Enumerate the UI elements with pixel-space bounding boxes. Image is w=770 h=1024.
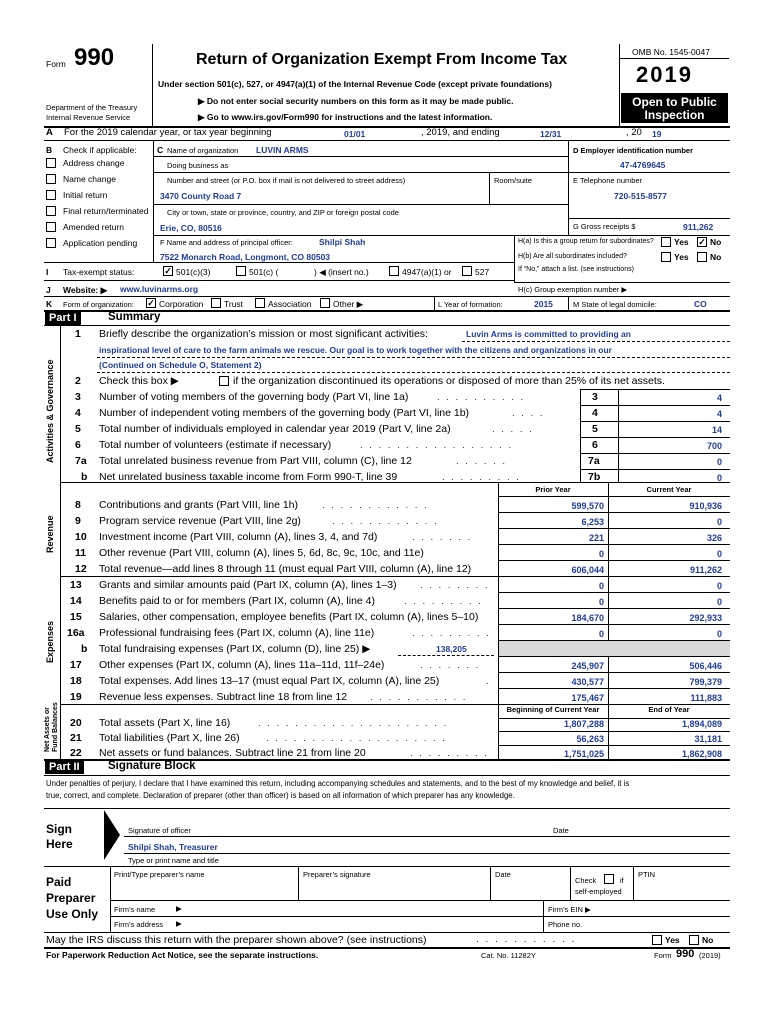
gov-line-number: b — [81, 471, 88, 483]
net-end-value[interactable]: 31,181 — [694, 734, 722, 744]
gov-line-box: 6 — [592, 439, 598, 451]
firm-address-label: Firm’s address — [114, 920, 164, 929]
discuss-question: May the IRS discuss this return with the preparer shown above? (see instructions) — [46, 934, 427, 946]
gross-receipts-label: G Gross receipts $ — [573, 222, 636, 231]
dot-leader: . . . . . . . . . — [410, 748, 489, 759]
type-name-label: Type or print name and title — [128, 856, 219, 865]
rev-prior-value[interactable]: 0 — [598, 549, 604, 559]
dot-leader: . . . . . . . . . — [412, 628, 491, 639]
firm-name-label: Firm’s name — [114, 905, 156, 914]
dot-leader: . . . . . . . . . . . . . . . . . . . . . — [258, 718, 449, 729]
trust-label: Trust — [224, 299, 244, 309]
rev-line-text: Other revenue (Part VIII, column (A), lines 5, 6d, 8c, 9c, 10c, and 11e) — [99, 547, 424, 559]
initial-return-label: Initial return — [63, 190, 108, 200]
preparer-label: Preparer — [46, 891, 96, 905]
line-j-letter: J — [46, 285, 51, 295]
net-line-text: Total assets (Part X, line 16) — [99, 717, 231, 729]
line16b-shaded-cell — [499, 641, 730, 656]
rev-prior-value[interactable]: 606,044 — [571, 565, 604, 575]
name-change-label: Name change — [63, 174, 116, 184]
line16b-text: Total fundraising expenses (Part IX, column (D), line 25) ▶ — [99, 643, 371, 655]
gov-line-box: 7a — [588, 455, 600, 467]
address-change-label: Address change — [63, 158, 125, 168]
part1-title: Summary — [108, 311, 161, 323]
omb-number: OMB No. 1545-0047 — [632, 47, 710, 57]
footer-form-label: Form — [654, 951, 672, 960]
section-b-letter: B — [46, 145, 53, 155]
net-line-text: Total liabilities (Part X, line 26) — [99, 732, 240, 744]
gov-line-text: Net unrelated business taxable income from Form 990-T, line 39 — [99, 471, 398, 483]
exp-line-number: 13 — [70, 579, 82, 591]
net-begin-value[interactable]: 56,263 — [576, 734, 604, 744]
amended-return-checkbox[interactable] — [46, 222, 56, 232]
ha-yes-label: Yes — [674, 237, 689, 247]
side-revenue: Revenue — [45, 515, 55, 553]
ptin-label: PTIN — [638, 870, 656, 879]
gov-line-text: Total unrelated business revenue from Part VIII, column (C), line 12 — [99, 455, 412, 467]
exp-current-value[interactable]: 506,446 — [689, 661, 722, 671]
form-label: Form — [46, 59, 66, 69]
mission-line3[interactable]: (Continued on Schedule O, Statement 2) — [99, 360, 262, 370]
dept-treasury: Department of the Treasury — [46, 103, 138, 112]
website-label: Website: ▶ — [63, 285, 108, 295]
gov-line-box: 3 — [592, 391, 598, 403]
legal-domicile-label: M State of legal domicile: — [573, 300, 657, 309]
perjury-line1: Under penalties of perjury, I declare that I have examined this return, including accompanying schedules and statements, and to the best of my knowledge and belief, it is — [46, 779, 630, 788]
form-title: Return of Organization Exempt From Income Tax — [196, 51, 568, 68]
exp-line-text: Other expenses (Part IX, column (A), lines 11a–11d, 11f–24e) — [99, 659, 385, 671]
exp-line-number: 17 — [70, 659, 82, 671]
name-change-checkbox[interactable] — [46, 174, 56, 184]
irs-website-instruction: ▶ Go to www.irs.gov/Form990 for instructions and the latest information. — [198, 112, 493, 122]
current-year-header: Current Year — [646, 485, 692, 494]
side-net-assets-line1: Net Assets or — [44, 707, 51, 752]
exp-prior-value[interactable]: 430,577 — [571, 677, 604, 687]
legal-domicile-value[interactable]: CO — [694, 299, 707, 309]
city-label: City or town, state or province, country, and ZIP or foreign postal code — [167, 208, 399, 217]
dot-leader: . . . . . . . . . — [404, 596, 483, 607]
line2-text-b: if the organization discontinued its operations or disposed of more than 25% of its net assets. — [233, 375, 665, 387]
line1-number: 1 — [75, 328, 81, 340]
exp-line-text: Grants and similar amounts paid (Part IX, column (A), lines 1–3) — [99, 579, 397, 591]
line-a-text: For the 2019 calendar year, or tax year beginning — [64, 127, 272, 138]
hb-yes-label: Yes — [674, 252, 689, 262]
rev-line-number: 8 — [75, 499, 81, 511]
signer-name[interactable]: Shilpi Shah, Treasurer — [128, 842, 218, 852]
org-name-label: Name of organization — [167, 146, 239, 155]
net-end-value[interactable]: 1,894,089 — [681, 719, 722, 729]
gov-line-value[interactable]: 0 — [716, 457, 722, 467]
501c3-checkbox[interactable]: ✓ — [164, 266, 172, 276]
tax-year-begin[interactable]: 01/01 — [344, 129, 366, 139]
phone-label: E Telephone number — [573, 176, 643, 185]
other-org-checkbox[interactable] — [320, 298, 330, 308]
open-to-public: Open to Public — [632, 95, 717, 109]
exp-current-value[interactable]: 0 — [716, 597, 722, 607]
officer-label: F Name and address of principal officer: — [160, 238, 293, 247]
gov-line-value[interactable]: 700 — [706, 441, 722, 451]
dot-leader: . — [486, 676, 491, 687]
exp-prior-value[interactable]: 0 — [598, 629, 604, 639]
officer-name[interactable]: Shilpi Shah — [319, 237, 366, 247]
gov-line-value[interactable]: 14 — [711, 425, 722, 435]
dot-leader: . . . . . . . . . — [442, 472, 521, 483]
self-employed-label: self-employed — [575, 887, 622, 896]
preparer-date-label: Date — [495, 870, 511, 879]
self-employed-checkbox[interactable] — [604, 874, 614, 884]
final-return-label: Final return/terminated — [63, 206, 149, 216]
ssn-warning: ▶ Do not enter social security numbers on this form as it may be made public. — [198, 96, 514, 106]
gov-line-box: 5 — [592, 423, 598, 435]
address-change-checkbox[interactable] — [46, 158, 56, 168]
line-i-letter: I — [46, 267, 49, 277]
preparer-name-label: Print/Type preparer’s name — [114, 870, 205, 879]
net-begin-value[interactable]: 1,751,025 — [563, 749, 604, 759]
if-label: if — [620, 876, 624, 885]
rev-prior-value[interactable]: 599,570 — [571, 501, 604, 511]
h-a-question: H(a) Is this a group return for subordinates? — [518, 238, 654, 245]
ha-yes-checkbox[interactable] — [661, 237, 671, 247]
footer-form-year: (2019) — [699, 951, 721, 960]
discuss-no-label: No — [702, 935, 714, 945]
firm-address-arrow-icon: ▶ — [176, 919, 182, 928]
application-pending-label: Application pending — [63, 238, 138, 248]
rev-line-number: 10 — [75, 531, 87, 543]
rev-line-number: 9 — [75, 515, 81, 527]
net-line-number: 20 — [70, 717, 82, 729]
firm-ein-label: Firm’s EIN ▶ — [548, 905, 591, 914]
exp-prior-value[interactable]: 0 — [598, 581, 604, 591]
line16b-value[interactable]: 138,205 — [436, 644, 467, 654]
tax-year-yr[interactable]: 19 — [652, 129, 662, 139]
prior-year-header: Prior Year — [535, 485, 571, 494]
gov-line-number: 3 — [75, 391, 81, 403]
gov-line-number: 7a — [75, 455, 87, 467]
501c-insert-label: ) ◀ (insert no.) — [314, 267, 369, 277]
discontinued-checkbox[interactable] — [219, 376, 229, 386]
phone-value[interactable]: 720-515-8577 — [614, 191, 667, 201]
line2-text-a: Check this box ▶ — [99, 375, 179, 387]
side-expenses: Expenses — [45, 620, 55, 663]
exp-line-text: Total expenses. Add lines 13–17 (must equal Part IX, column (A), line 25) — [99, 675, 440, 687]
year-formation-value[interactable]: 2015 — [534, 299, 553, 309]
rev-line-text: Program service revenue (Part VIII, line 2g) — [99, 515, 301, 527]
other-org-label: Other ▶ — [333, 299, 364, 309]
section-b-title: Check if applicable: — [63, 145, 137, 155]
gov-line-number: 6 — [75, 439, 81, 451]
signature-date-label: Date — [553, 826, 569, 835]
rev-line-text: Total revenue—add lines 8 through 11 (must equal Part VIII, column (A), line 12) — [99, 563, 472, 575]
hb-no-label: No — [710, 252, 722, 262]
dot-leader: . . . . . — [492, 424, 534, 435]
dot-leader: . . . . . . . — [420, 660, 481, 671]
501c3-label: 501(c)(3) — [176, 267, 211, 277]
exp-line-text: Revenue less expenses. Subtract line 18 from line 12 — [99, 691, 348, 703]
line16b-number: b — [81, 643, 88, 655]
side-net-assets — [44, 702, 60, 752]
net-end-value[interactable]: 1,862,908 — [681, 749, 722, 759]
gov-line-text: Total number of individuals employed in calendar year 2019 (Part V, line 2a) — [99, 423, 451, 435]
501c-label: 501(c) ( — [249, 267, 279, 277]
line1-text: Briefly describe the organization’s mission or most significant activities: — [99, 328, 428, 340]
net-line-number: 22 — [70, 747, 82, 759]
form-number: 990 — [74, 44, 115, 71]
exp-line-text: Professional fundraising fees (Part IX, column (A), line 11e) — [99, 627, 375, 639]
h-b-note: If “No,” attach a list. (see instructions) — [518, 266, 634, 273]
section-c-letter: C — [157, 145, 164, 155]
4947-label: 4947(a)(1) or — [402, 267, 452, 277]
exp-line-text: Benefits paid to or for members (Part IX, column (A), line 4) — [99, 595, 376, 607]
ha-no-label: No — [710, 237, 722, 247]
exp-current-value[interactable]: 0 — [716, 629, 722, 639]
org-name[interactable]: LUVIN ARMS — [256, 145, 309, 155]
form-subtitle: Under section 501(c), 527, or 4947(a)(1) of the Internal Revenue Code (except private foundations) — [158, 79, 552, 89]
association-checkbox[interactable] — [255, 298, 265, 308]
association-label: Association — [268, 299, 312, 309]
exp-line-text: Salaries, other compensation, employee benefits (Part IX, column (A), lines 5–10) — [99, 611, 479, 623]
gov-line-value[interactable]: 4 — [716, 393, 722, 403]
gov-line-number: 4 — [75, 407, 81, 419]
exp-prior-value[interactable]: 0 — [598, 597, 604, 607]
4947-checkbox[interactable] — [389, 266, 399, 276]
ein-value[interactable]: 47-4769645 — [620, 160, 666, 170]
rev-current-value[interactable]: 911,262 — [689, 565, 722, 575]
dot-leader: . . . . . . . . . . . . — [322, 500, 429, 511]
ha-no-checkbox[interactable]: ✓ — [698, 237, 706, 247]
net-line-text: Net assets or fund balances. Subtract line 21 from line 20 — [99, 747, 366, 759]
discuss-dots: . . . . . . . . . . . — [476, 934, 577, 945]
begin-year-header: Beginning of Current Year — [506, 705, 600, 714]
rev-line-text: Investment income (Part VIII, column (A), lines 3, 4, and 7d) — [99, 531, 378, 543]
527-checkbox[interactable] — [462, 266, 472, 276]
501c-checkbox[interactable] — [236, 266, 246, 276]
dot-leader: . . . . . . . . — [420, 580, 490, 591]
rev-current-value[interactable]: 0 — [716, 517, 722, 527]
tax-year: 2019 — [636, 62, 693, 87]
hb-no-checkbox[interactable] — [697, 252, 707, 262]
gov-line-number: 5 — [75, 423, 81, 435]
tax-year-end[interactable]: 12/31 — [540, 129, 562, 139]
exp-current-value[interactable]: 799,379 — [689, 677, 722, 687]
gov-line-value[interactable]: 4 — [716, 409, 722, 419]
tax-exempt-label: Tax-exempt status: — [63, 267, 135, 277]
h-c-label: H(c) Group exemption number ▶ — [518, 285, 628, 294]
street-address[interactable]: 3470 County Road 7 — [160, 191, 242, 201]
dba-label: Doing business as — [167, 161, 229, 170]
gross-receipts-value[interactable]: 911,262 — [683, 222, 714, 232]
rev-current-value[interactable]: 0 — [716, 549, 722, 559]
paid-label: Paid — [46, 875, 72, 889]
rev-line-number: 12 — [75, 563, 87, 575]
year-formation-label: L Year of formation: — [438, 300, 503, 309]
irs-label: Internal Revenue Service — [46, 113, 131, 122]
catalog-number: Cat. No. 11282Y — [481, 951, 536, 960]
net-line-number: 21 — [70, 732, 82, 744]
use-only-label: Use Only — [46, 907, 99, 921]
gov-line-box: 4 — [592, 407, 598, 419]
phone-no-label: Phone no. — [548, 920, 583, 929]
rev-prior-value[interactable]: 6,253 — [581, 517, 604, 527]
side-activities-governance: Activities & Governance — [45, 359, 55, 463]
h-b-question: H(b) Are all subordinates included? — [518, 253, 627, 260]
here-label: Here — [46, 837, 73, 851]
part2-label: Part II — [45, 760, 84, 774]
exp-current-value[interactable]: 111,883 — [690, 693, 722, 703]
firm-name-arrow-icon: ▶ — [176, 904, 182, 913]
gov-line-box: 7b — [588, 471, 601, 483]
application-pending-checkbox[interactable] — [46, 238, 56, 248]
gov-line-value[interactable]: 0 — [716, 473, 722, 483]
net-begin-value[interactable]: 1,807,288 — [563, 719, 604, 729]
exp-line-number: 18 — [70, 675, 82, 687]
discuss-no-checkbox[interactable] — [689, 935, 699, 945]
exp-prior-value[interactable]: 175,467 — [571, 693, 604, 703]
dot-leader: . . . . . . . . . . . . . . . . . — [360, 440, 514, 451]
dot-leader: . . . . . . . . . . . — [370, 692, 468, 703]
527-label: 527 — [475, 267, 490, 277]
gov-line-text: Number of voting members of the governing body (Part VI, line 1a) — [99, 391, 409, 403]
corporation-checkbox[interactable]: ✓ — [147, 298, 155, 308]
gov-line-text: Total number of volunteers (estimate if necessary) — [99, 439, 332, 451]
discuss-yes-checkbox[interactable] — [652, 935, 662, 945]
exp-current-value[interactable]: 292,933 — [689, 613, 722, 623]
initial-return-checkbox[interactable] — [46, 190, 56, 200]
city-state-zip[interactable]: Erie, CO, 80516 — [160, 223, 222, 233]
preparer-signature-label: Preparer’s signature — [303, 870, 371, 879]
exp-line-number: 19 — [70, 691, 82, 703]
discuss-yes-label: Yes — [665, 935, 680, 945]
hb-yes-checkbox[interactable] — [661, 252, 671, 262]
mission-line2[interactable]: inspirational level of care to the farm animals we rescue. Our goal is to work together with the citizens and organizations in our — [99, 345, 612, 355]
form-of-org-label: Form of organization: — [63, 300, 134, 309]
end-year-header: End of Year — [648, 705, 690, 714]
website-value[interactable]: www.luvinarms.org — [120, 284, 199, 294]
exp-line-number: 16a — [67, 627, 85, 639]
line-k-letter: K — [46, 299, 53, 309]
room-suite-label: Room/suite — [494, 176, 532, 185]
dot-leader: . . . . . . . . . . — [437, 392, 526, 403]
footer-form-number: 990 — [676, 948, 695, 960]
signature-of-officer-label: Signature of officer — [128, 826, 191, 835]
exp-line-number: 14 — [70, 595, 82, 607]
exp-prior-value[interactable]: 184,670 — [571, 613, 604, 623]
final-return-checkbox[interactable] — [46, 206, 56, 216]
side-net-assets-line2: Fund Balances — [52, 702, 59, 752]
rev-line-text: Contributions and grants (Part VIII, line 1h) — [99, 499, 299, 511]
check-label: Check — [575, 876, 597, 885]
trust-checkbox[interactable] — [211, 298, 221, 308]
exp-current-value[interactable]: 0 — [716, 581, 722, 591]
line2-number: 2 — [75, 375, 81, 387]
line-a-mid: , 2019, and ending — [421, 127, 500, 138]
gov-line-text: Number of independent voting members of the governing body (Part VI, line 1b) — [99, 407, 470, 419]
dot-leader: . . . . . . . — [412, 532, 473, 543]
inspection: Inspection — [644, 108, 705, 122]
rev-current-value[interactable]: 326 — [706, 533, 722, 543]
amended-return-label: Amended return — [63, 222, 124, 232]
line-a-letter: A — [46, 127, 53, 138]
dot-leader: . . . . . . . . . . . . . . . . . . . . — [266, 733, 447, 744]
mission-line1[interactable]: Luvin Arms is committed to providing an — [466, 329, 631, 339]
rev-prior-value[interactable]: 221 — [588, 533, 604, 543]
paperwork-notice: For Paperwork Reduction Act Notice, see the separate instructions. — [46, 950, 319, 960]
line-a-yr-label: , 20 — [626, 127, 642, 138]
corporation-label: Corporation — [159, 299, 204, 309]
rev-line-number: 11 — [75, 547, 87, 559]
dot-leader: . . . . — [512, 408, 545, 419]
dot-leader: . . . . . . . . . . . . — [332, 516, 439, 527]
part1-label: Part I — [45, 311, 81, 325]
rev-current-value[interactable]: 910,936 — [689, 501, 722, 511]
street-label: Number and street (or P.O. box if mail is not delivered to street address) — [167, 176, 406, 185]
sign-label: Sign — [46, 822, 72, 836]
dot-leader: . . . . . . — [456, 456, 508, 467]
ein-label: D Employer identification number — [573, 146, 694, 155]
officer-address[interactable]: 7522 Monarch Road, Longmont, CO 80503 — [160, 252, 331, 262]
perjury-line2: true, correct, and complete. Declaration of preparer (other than officer) is based on all information of which preparer has any knowledge. — [46, 791, 515, 800]
part2-title: Signature Block — [108, 760, 196, 772]
sign-here-arrow-icon — [104, 810, 122, 860]
exp-prior-value[interactable]: 245,907 — [571, 661, 604, 671]
exp-line-number: 15 — [70, 611, 82, 623]
